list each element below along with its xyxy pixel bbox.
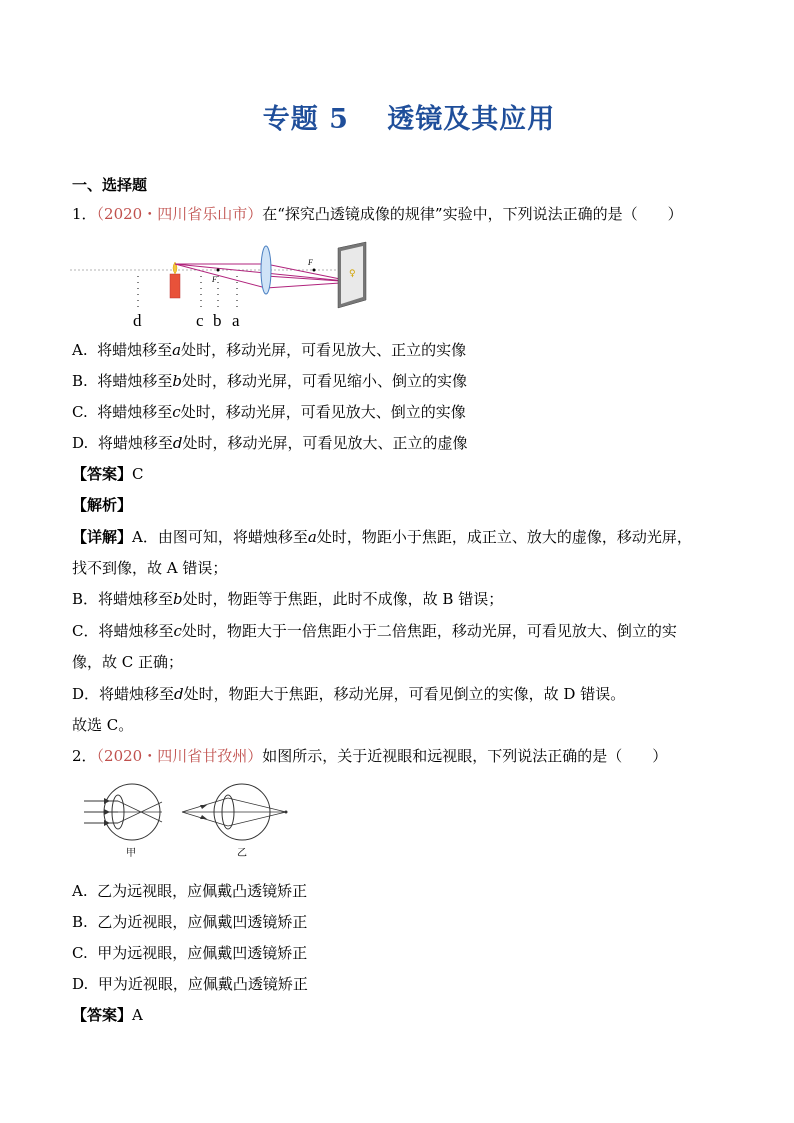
q2-stem-line xyxy=(72,746,667,766)
q2-label-yi: 乙 xyxy=(237,848,247,859)
q2-stem: 如图所示，关于近视眼和远视眼，下列说法正确的是（ ） xyxy=(262,747,668,765)
q1-label-c: c xyxy=(196,311,204,330)
q1-number: 1． xyxy=(72,205,97,223)
q1-focal-label-left: F xyxy=(212,275,217,284)
section-heading: 一、选择题 xyxy=(72,176,148,194)
q1-focal-label-right: F xyxy=(308,258,313,267)
q1-detail-a: 【详解】A．由图可知，将蜡烛移至a处时，物距小于焦距，成正立、放大的虚像，移动光屏， xyxy=(72,528,692,546)
q1-answer: 【答案】C xyxy=(72,465,144,483)
q1-label-a: a xyxy=(232,311,240,330)
q1-detail-a-cont: 找不到像，故 A 错误； xyxy=(72,559,228,577)
q2-number: 2． xyxy=(72,747,97,765)
q1-convex-lens-figure xyxy=(70,236,380,330)
q2-label-jia: 甲 xyxy=(126,848,136,859)
q2-source: （2020・四川省甘孜州） xyxy=(96,747,263,765)
q1-analysis-label: 【解析】 xyxy=(72,496,133,514)
q1-option-c: C. 将蜡烛移至c处时，移动光屏，可看见放大、倒立的实像 xyxy=(72,403,466,421)
q2-eye-diagram xyxy=(82,776,302,860)
q1-label-d: d xyxy=(133,311,142,330)
q1-detail-c-cont: 像，故 C 正确； xyxy=(72,653,184,671)
page-title: 专题 5 透镜及其应用 xyxy=(262,104,556,135)
q1-detail-c: C．将蜡烛移至c处时，物距大于一倍焦距小于二倍焦距，移动光屏，可看见放大、倒立的实 xyxy=(72,622,677,640)
q1-conclusion: 故选 C。 xyxy=(72,716,134,734)
q1-stem-line xyxy=(72,204,683,224)
q1-option-a: A. 将蜡烛移至a处时，移动光屏，可看见放大、正立的实像 xyxy=(72,341,467,359)
q1-detail-d: D．将蜡烛移至d处时，物距大于焦距，移动光屏，可看见倒立的实像，故 D 错误。 xyxy=(72,685,626,703)
q1-option-b: B. 将蜡烛移至b处时，移动光屏，可看见缩小、倒立的实像 xyxy=(72,372,467,390)
q1-source: （2020・四川省乐山市） xyxy=(96,205,263,223)
q2-option-b: B. 乙为近视眼，应佩戴凹透镜矫正 xyxy=(72,913,308,931)
q2-option-a: A. 乙为远视眼，应佩戴凸透镜矫正 xyxy=(72,882,308,900)
q1-stem: 在“探究凸透镜成像的规律”实验中，下列说法正确的是（ ） xyxy=(262,205,683,223)
q1-option-d: D. 将蜡烛移至d处时，移动光屏，可看见放大、正立的虚像 xyxy=(72,434,468,452)
q1-detail-b: B．将蜡烛移至b处时，物距等于焦距，此时不成像，故 B 错误； xyxy=(72,590,504,608)
q2-option-d: D. 甲为近视眼，应佩戴凸透镜矫正 xyxy=(72,975,308,993)
svg-text:♀: ♀ xyxy=(349,269,356,279)
q2-option-c: C. 甲为远视眼，应佩戴凹透镜矫正 xyxy=(72,944,308,962)
q1-label-b: b xyxy=(213,311,222,330)
q2-answer: 【答案】A xyxy=(72,1006,143,1024)
